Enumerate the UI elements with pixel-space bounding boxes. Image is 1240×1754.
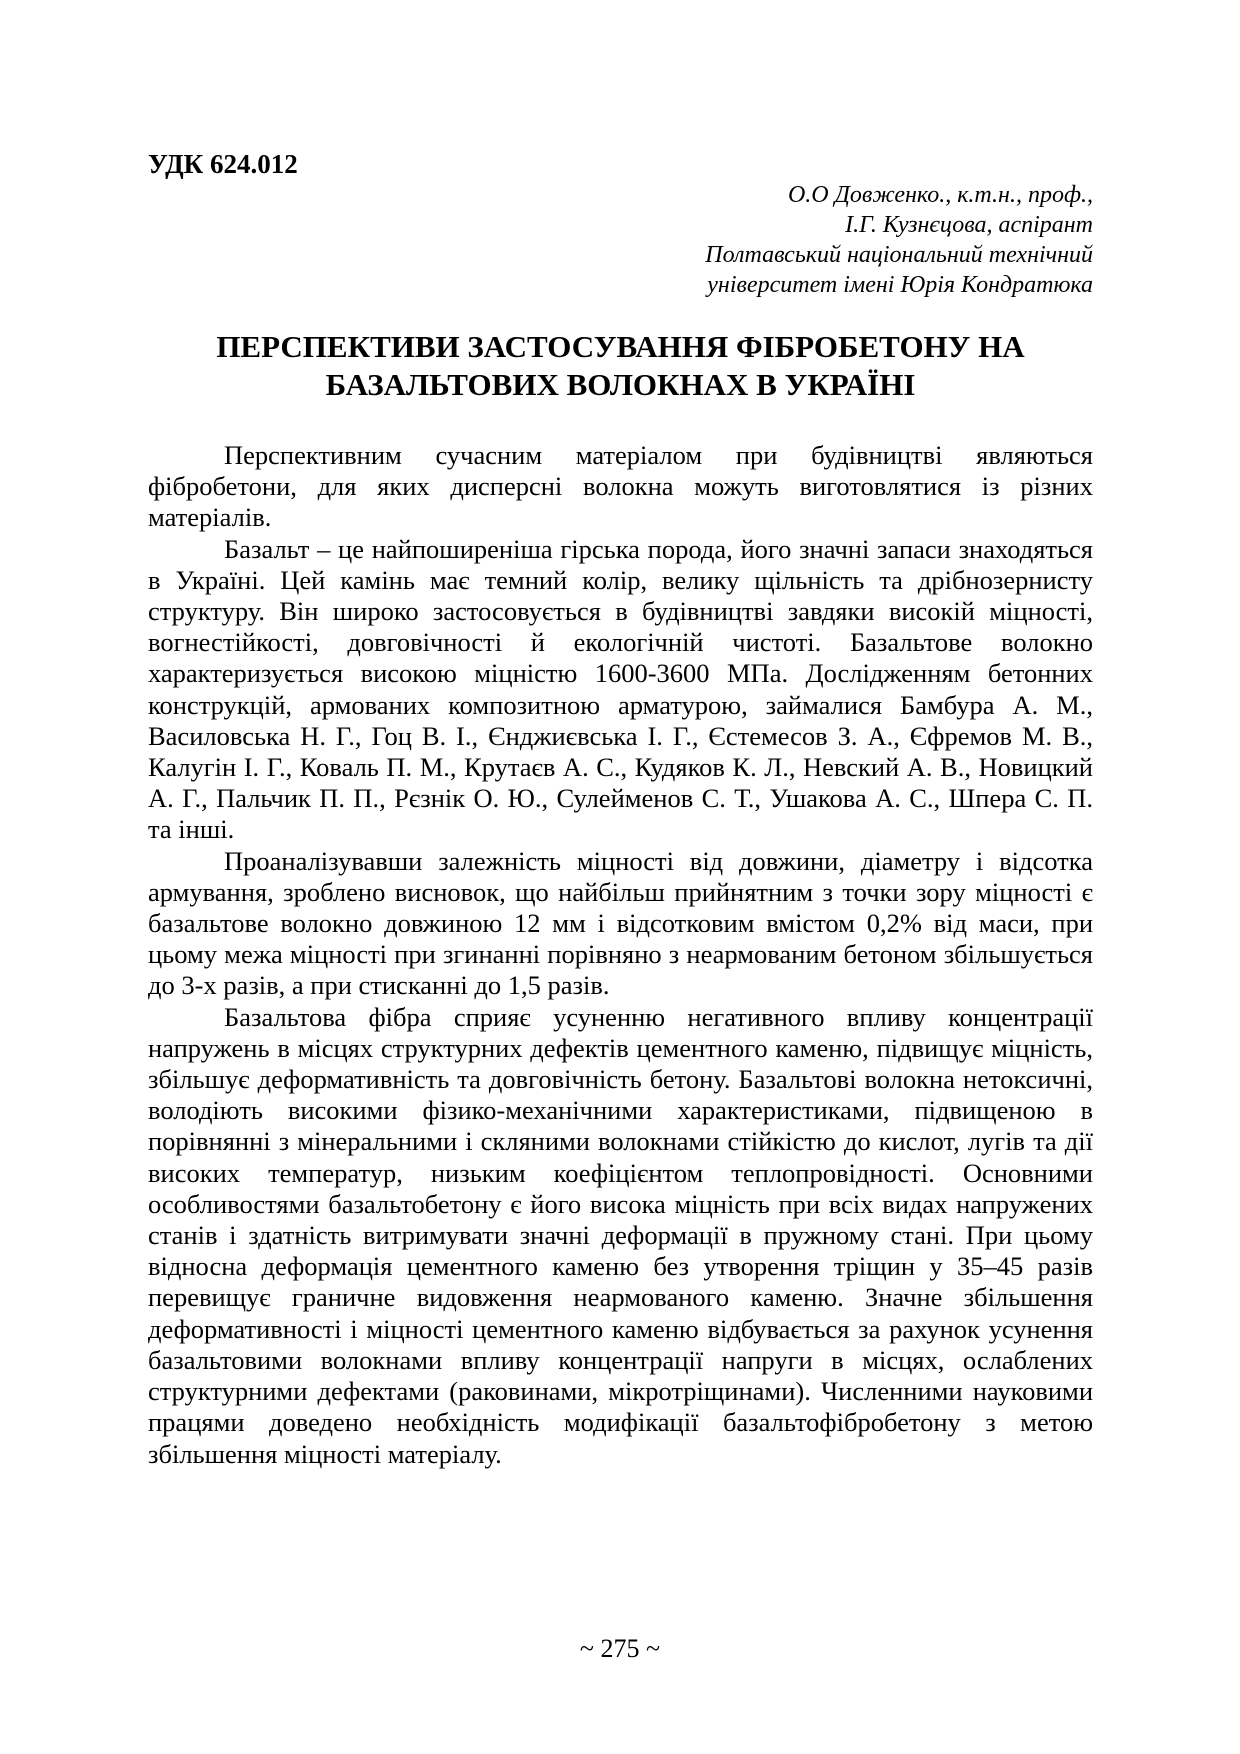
title-line-2: БАЗАЛЬТОВИХ ВОЛОКНАХ В УКРАЇНІ — [325, 367, 916, 402]
paragraph-2: Базальт – це найпоширеніша гірська порода, його значні запаси знаходяться в Україні. Цей камінь має темний колір, велику щільність та дрібнозернисту структуру. Він широко застосовується в будівництві завдяки високій міцності, вогнестійкості, довговічності й екологічній чистоті. Базальтове волокно характеризується високою міцністю 1600-3600 МПа. Дослідженням бетонних конструкцій, армованих композитною арматурою, займалися Бамбура А. М., Василовська Н. Г., Гоц В. І., Єнджиєвська І. Г., Єстемесов З. А., Єфремов М. В., Калугін І. Г., Коваль П. М., Крутаєв А. С., Кудяков К. Л., Невский А. В., Новицкий А. Г., Пальчик П. П., Рєзнік О. Ю., Сулейменов С. Т., Ушакова А. С., Шпера С. П. та інші. — [148, 533, 1093, 845]
page-number: ~ 275 ~ — [579, 1634, 661, 1663]
paragraph-1: Перспективним сучасним матеріалом при будівництві являються фібробетони, для яких дисперсні волокна можуть виготовлятися із різних матеріалів. — [148, 440, 1093, 533]
article-body — [148, 440, 1093, 1470]
title-line-1: ПЕРСПЕКТИВИ ЗАСТОСУВАННЯ ФІБРОБЕТОНУ НА — [216, 329, 1025, 364]
paragraph-3: Проаналізувавши залежність міцності від довжини, діаметру і відсотка армування, зроблено висновок, що найбільш прийнятним з точки зору міцності є базальтове волокно довжиною 12 мм і відсотковим вмістом 0,2% від маси, при цьому межа міцності при згинанні порівняно з неармованим бетоном збільшується до 3-х разів, а при стисканні до 1,5 разів. — [148, 845, 1093, 1001]
author-block — [393, 180, 1093, 300]
author-line-2: І.Г. Кузнєцова, аспірант — [845, 212, 1093, 238]
affiliation-line-2: університет імені Юрія Кондратюка — [707, 272, 1093, 298]
affiliation-line-1: Полтавський національний технічний — [705, 242, 1093, 268]
udk-code: УДК 624.012 — [148, 149, 298, 179]
paragraph-4: Базальтова фібра сприяє усуненню негативного впливу концентрації напружень в місцях структурних дефектів цементного каменю, підвищує міцність, збільшує деформативність та довговічність бетону. Базальтові волокна нетоксичні, володіють високими фізико-механічними характеристиками, підвищеною в порівнянні з мінеральними і скляними волокнами стійкістю до кислот, лугів та дії високих температур, низьким коефіцієнтом теплопровідності. Основними особливостями базальтобетону є його висока міцність при всіх видах напружених станів і здатність витримувати значні деформації в пружному стані. При цьому відносна деформація цементного каменю без утворення тріщин у 35–45 разів перевищує граничне видовження неармованого каменю. Значне збільшення деформативності і міцності цементного каменю відбувається за рахунок усунення базальтовими волокнами впливу концентрації напруги в місцях, ослаблених структурними дефектами (раковинами, мікротріщинами). Численними науковими працями доведено необхідність модифікації базальтофібробетону з метою збільшення міцності матеріалу. — [148, 1001, 1093, 1469]
author-line-1: О.О Довженко., к.т.н., проф., — [787, 182, 1093, 208]
article-title — [148, 328, 1093, 404]
